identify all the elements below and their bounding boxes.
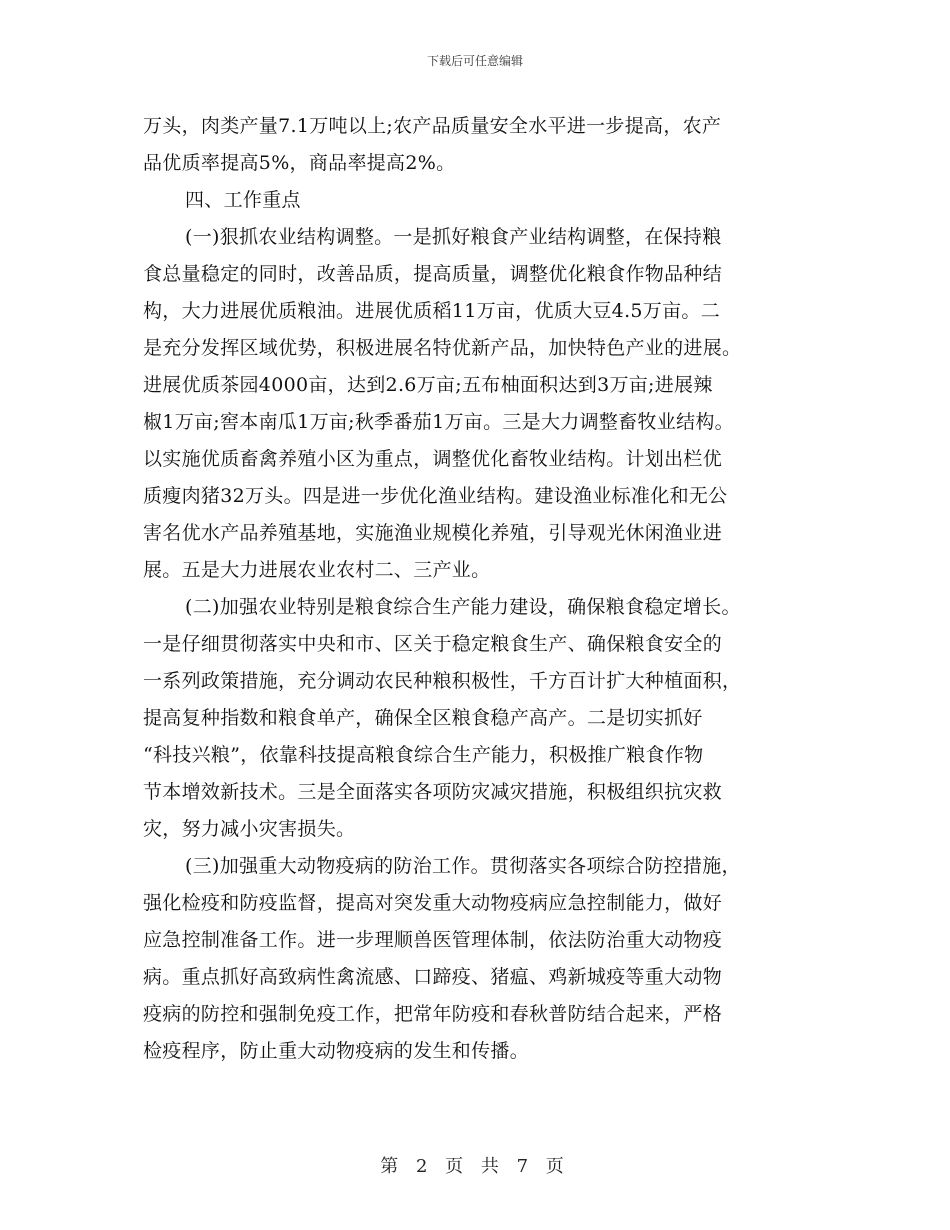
text-line: 一系列政策措施，充分调动农民种粮积极性，千方百计扩大种植面积， [143,670,742,692]
text-line: 一是仔细贯彻落实中央和市、区关于稳定粮食生产、确保粮食安全的 [143,633,723,655]
document-body [143,108,833,1070]
page-footer: 第 2 页 共 7 页 [380,1156,570,1177]
text-line: 构，大力进展优质粮油。进展优质稻11万亩，优质大豆4.5万亩。二 [143,300,720,322]
text-line: 提高复种指数和粮食单产，确保全区粮食稳产高产。二是切实抓好 [143,707,703,729]
text-line: 万头，肉类产量7.1万吨以上;农产品质量安全水平进一步提高，农产 [143,115,722,137]
text-line: (三)加强重大动物疫病的防治工作。贯彻落实各项综合防控措施， [185,855,741,877]
text-line: 疫病的防控和强制免疫工作，把常年防疫和春秋普防结合起来，严格 [143,1003,723,1025]
text-line: 灾，努力减小灾害损失。 [143,818,356,840]
text-line: 节本增效新技术。三是全面落实各项防灾减灾措施，积极组织抗灾救 [143,781,723,803]
page-header: 下载后可任意编辑 [426,54,523,68]
text-line: 品优质率提高5%，商品率提高2%。 [143,152,456,174]
text-line: (二)加强农业特别是粮食综合生产能力建设，确保粮食稳定增长。 [185,596,741,618]
text-line: 害名优水产品养殖基地，实施渔业规模化养殖，引导观光休闲渔业进 [143,522,723,544]
text-line: 应急控制准备工作。进一步理顺兽医管理体制，依法防治重大动物疫 [143,929,723,951]
text-line: 四、工作重点 [185,189,301,211]
text-line: 强化检疫和防疫监督，提高对突发重大动物疫病应急控制能力，做好 [143,892,723,914]
text-line: (一)狠抓农业结构调整。一是抓好粮食产业结构调整，在保持粮 [185,226,722,248]
text-line: 食总量稳定的同时，改善品质，提高质量，调整优化粮食作物品种结 [143,263,723,285]
text-line: 质瘦肉猪32万头。四是进一步优化渔业结构。建设渔业标准化和无公 [143,485,728,507]
text-line: “科技兴粮”，依靠科技提高粮食综合生产能力，积极推广粮食作物 [143,744,704,766]
text-line: 椒1万亩;窖本南瓜1万亩;秋季番茄1万亩。三是大力调整畜牧业结构。 [143,411,734,433]
text-line: 是充分发挥区域优势，积极进展名特优新产品，加快特色产业的进展。 [143,337,742,359]
text-line: 以实施优质畜禽养殖小区为重点，调整优化畜牧业结构。计划出栏优 [143,448,723,470]
text-line: 展。五是大力进展农业农村二、三产业。 [143,559,491,581]
text-line: 病。重点抓好高致病性禽流感、口蹄疫、猪瘟、鸡新城疫等重大动物 [143,966,723,988]
text-line: 进展优质茶园4000亩，达到2.6万亩;五布柚面积达到3万亩;进展辣 [143,374,713,396]
text-line: 检疫程序，防止重大动物疫病的发生和传播。 [143,1040,530,1062]
